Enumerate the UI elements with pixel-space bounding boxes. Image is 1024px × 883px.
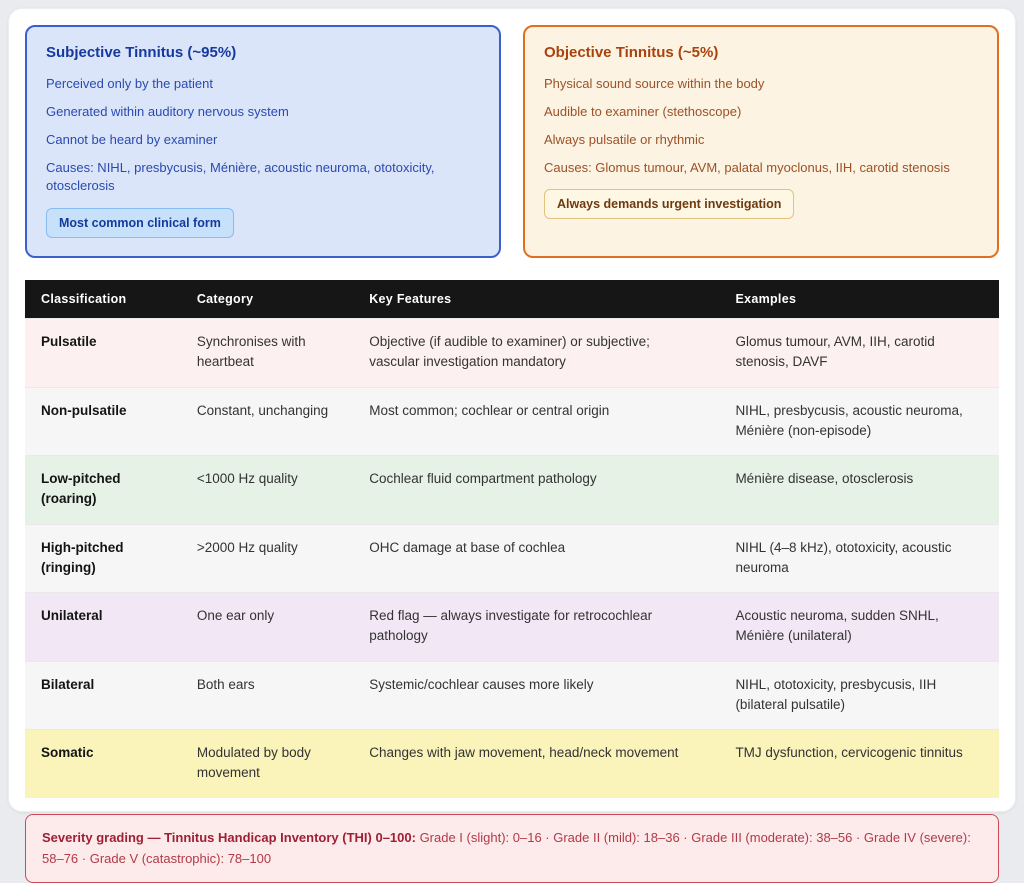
card-line: Causes: Glomus tumour, AVM, palatal myoclonus, IIH, carotid stenosis (544, 159, 950, 175)
card-line: Physical sound source within the body (544, 76, 765, 91)
table-cell-cls: Non-pulsatile (25, 387, 181, 456)
table-cell-ex: Glomus tumour, AVM, IIH, carotid stenosis, DAVF (719, 319, 999, 388)
table-cell-ex: Ménière disease, otosclerosis (719, 456, 999, 525)
table-cell-feat: Most common; cochlear or central origin (353, 387, 719, 456)
table-cell-ex: NIHL (4–8 kHz), ototoxicity, acoustic neuroma (719, 524, 999, 593)
table-cell-ex: Acoustic neuroma, sudden SNHL, Ménière (unilateral) (719, 593, 999, 662)
card-line: Audible to examiner (stethoscope) (544, 103, 742, 119)
table-row (25, 524, 999, 593)
subjective-card-badge: Most common clinical form (46, 208, 234, 238)
severity-note-lead: Severity grading — Tinnitus Handicap Inventory (THI) 0–100: (42, 829, 416, 845)
card-line: Causes: NIHL, presbycusis, Ménière, acoustic neuroma, ototoxicity, otosclerosis (46, 159, 435, 194)
table-cell-feat: Cochlear fluid compartment pathology (353, 456, 719, 525)
table-cell-cls: High-pitched (ringing) (25, 524, 181, 593)
objective-tinnitus-card (523, 25, 999, 258)
table-cell-feat: Red flag — always investigate for retrocochlear pathology (353, 593, 719, 662)
table-row (25, 593, 999, 662)
header-examples: Examples (719, 280, 999, 319)
card-line: Cannot be heard by examiner (46, 131, 218, 147)
table-cell-cat: Both ears (181, 661, 353, 730)
table-cell-cat: >2000 Hz quality (181, 524, 353, 593)
header-classification: Classification (25, 280, 181, 319)
subjective-card-lines (46, 75, 480, 196)
objective-card-title: Objective Tinnitus (~5%) (544, 44, 719, 61)
table-cell-feat: Systemic/cochlear causes more likely (353, 661, 719, 730)
card-line: Generated within auditory nervous system (46, 103, 289, 119)
objective-card-badge: Always demands urgent investigation (544, 189, 794, 219)
table-row (25, 730, 999, 798)
table-body (25, 319, 999, 798)
subjective-card-title: Subjective Tinnitus (~95%) (46, 44, 237, 61)
table-cell-cls: Low-pitched (roaring) (25, 456, 181, 525)
table-cell-feat: Objective (if audible to examiner) or subjective; vascular investigation mandatory (353, 319, 719, 388)
table-header-row (25, 280, 999, 319)
header-key-features: Key Features (353, 280, 719, 319)
table-cell-cls: Somatic (25, 730, 181, 798)
content-card (8, 8, 1016, 866)
table-cell-ex: NIHL, presbycusis, acoustic neuroma, Ménière (non-episode) (719, 387, 999, 456)
objective-card-lines (544, 75, 978, 177)
table-cell-cat: <1000 Hz quality (181, 456, 353, 525)
header-category: Category (181, 280, 353, 319)
card-line: Always pulsatile or rhythmic (544, 131, 705, 147)
table-row (25, 387, 999, 456)
table-row (25, 661, 999, 730)
table-cell-cls: Bilateral (25, 661, 181, 730)
table-cell-cat: One ear only (181, 593, 353, 662)
table-cell-cat: Constant, unchanging (181, 387, 353, 456)
table-row (25, 319, 999, 388)
table-cell-ex: NIHL, ototoxicity, presbycusis, IIH (bilateral pulsatile) (719, 661, 999, 730)
table-row (25, 456, 999, 525)
card-line: Perceived only by the patient (46, 76, 213, 91)
summary-cards-row (25, 25, 999, 258)
table-cell-cls: Pulsatile (25, 319, 181, 388)
subjective-tinnitus-card (25, 25, 501, 258)
table-cell-cat: Modulated by body movement (181, 730, 353, 798)
classification-table (25, 280, 999, 798)
severity-grading-note (25, 814, 999, 883)
table-cell-feat: OHC damage at base of cochlea (353, 524, 719, 593)
table-cell-cls: Unilateral (25, 593, 181, 662)
table-cell-feat: Changes with jaw movement, head/neck movement (353, 730, 719, 798)
table-cell-ex: TMJ dysfunction, cervicogenic tinnitus (719, 730, 999, 798)
table-cell-cat: Synchronises with heartbeat (181, 319, 353, 388)
severity-note-body: Grade I (slight): 0–16 · Grade II (mild): 18–36 · Grade III (moderate): 38–56 · Grade IV (severe): 58–76 · Grade V (catastrophic): 78–100 (42, 829, 971, 866)
